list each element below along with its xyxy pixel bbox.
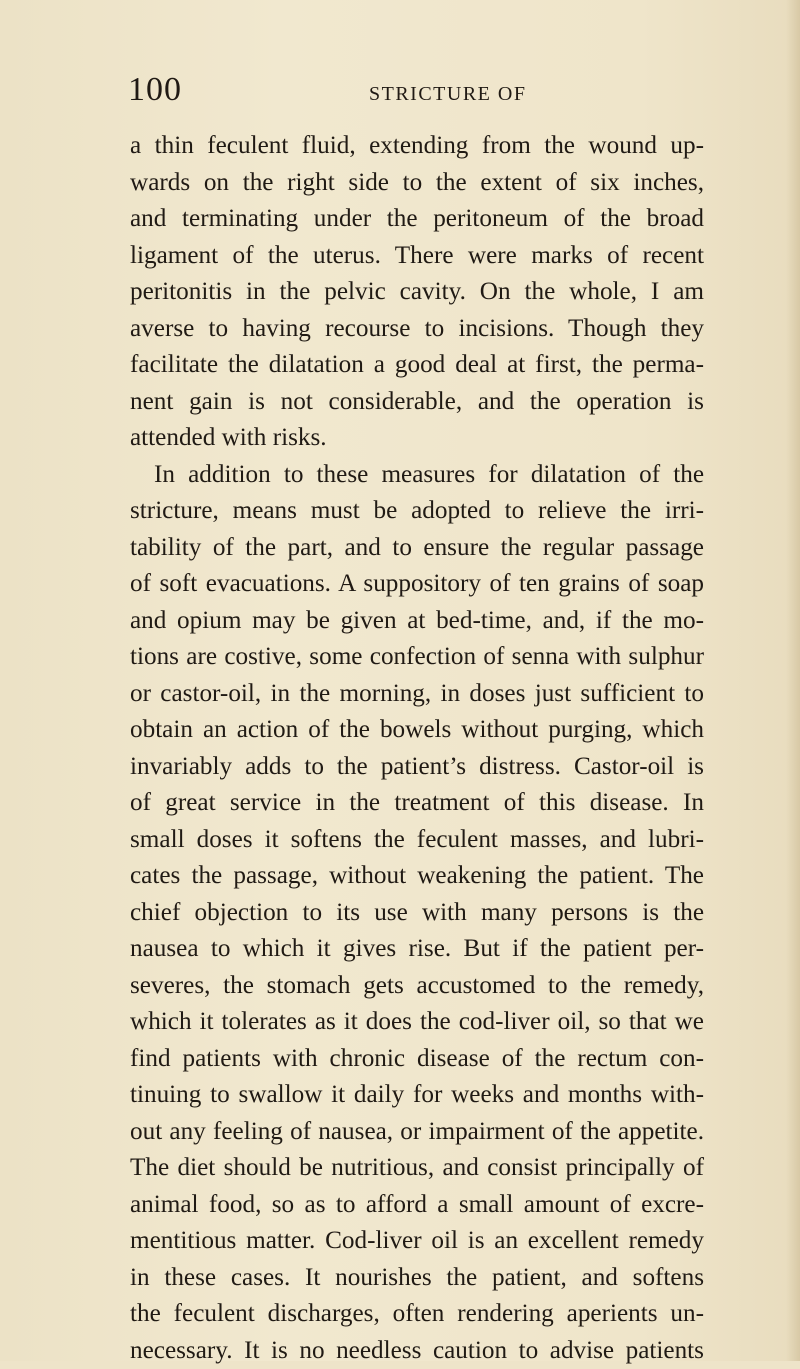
text-line: ligament of the uterus. There were marks of recent <box>130 238 704 275</box>
text-line: find patients with chronic disease of the rectum con- <box>130 1041 704 1078</box>
text-line: invariably adds to the patient’s distress. Castor-oil is <box>130 749 704 786</box>
page-edge-shadow <box>786 0 800 1361</box>
text-line: necessary. It is no needless caution to advise patients <box>130 1333 704 1369</box>
text-line: in these cases. It nourishes the patient, and softens <box>130 1260 704 1297</box>
text-line: tability of the part, and to ensure the regular passage <box>130 530 704 567</box>
text-line: tinuing to swallow it daily for weeks and months with- <box>130 1077 704 1114</box>
text-line: nausea to which it gives rise. But if the patient per- <box>130 931 704 968</box>
text-line: the feculent discharges, often rendering aperients un- <box>130 1296 704 1333</box>
text-line: attended with risks. <box>130 420 704 457</box>
text-line: of soft evacuations. A suppository of ten grains of soap <box>130 566 704 603</box>
text-line: and terminating under the peritoneum of the broad <box>130 201 704 238</box>
text-line: cates the passage, without weakening the patient. The <box>130 858 704 895</box>
text-line: tions are costive, some confection of senna with sulphur <box>130 639 704 676</box>
text-line: wards on the right side to the extent of six inches, <box>130 165 704 202</box>
text-line: and opium may be given at bed-time, and, if the mo- <box>130 603 704 640</box>
text-line: mentitious matter. Cod-liver oil is an excellent remedy <box>130 1223 704 1260</box>
text-line: peritonitis in the pelvic cavity. On the whole, I am <box>130 274 704 311</box>
text-line: The diet should be nutritious, and consist principally of <box>130 1150 704 1187</box>
text-line: averse to having recourse to incisions. Though they <box>130 311 704 348</box>
text-line: or castor-oil, in the morning, in doses just sufficient to <box>130 676 704 713</box>
text-line: which it tolerates as it does the cod-liver oil, so that we <box>130 1004 704 1041</box>
text-line: stricture, means must be adopted to relieve the irri- <box>130 493 704 530</box>
text-line: a thin feculent fluid, extending from the wound up- <box>130 128 704 165</box>
text-line: chief objection to its use with many persons is the <box>130 895 704 932</box>
body-text <box>130 128 704 1369</box>
text-line: animal food, so as to afford a small amount of excre- <box>130 1187 704 1224</box>
text-line: obtain an action of the bowels without purging, which <box>130 712 704 749</box>
text-line: small doses it softens the feculent masses, and lubri- <box>130 822 704 859</box>
page-header <box>128 70 700 110</box>
text-line: nent gain is not considerable, and the operation is <box>130 384 704 421</box>
running-head: STRICTURE OF <box>369 80 526 108</box>
text-line: of great service in the treatment of this disease. In <box>130 785 704 822</box>
text-line: In addition to these measures for dilatation of the <box>130 457 704 494</box>
text-line: facilitate the dilatation a good deal at first, the perma- <box>130 347 704 384</box>
page-number: 100 <box>128 70 182 110</box>
text-line: out any feeling of nausea, or impairment of the appetite. <box>130 1114 704 1151</box>
text-line: severes, the stomach gets accustomed to the remedy, <box>130 968 704 1005</box>
